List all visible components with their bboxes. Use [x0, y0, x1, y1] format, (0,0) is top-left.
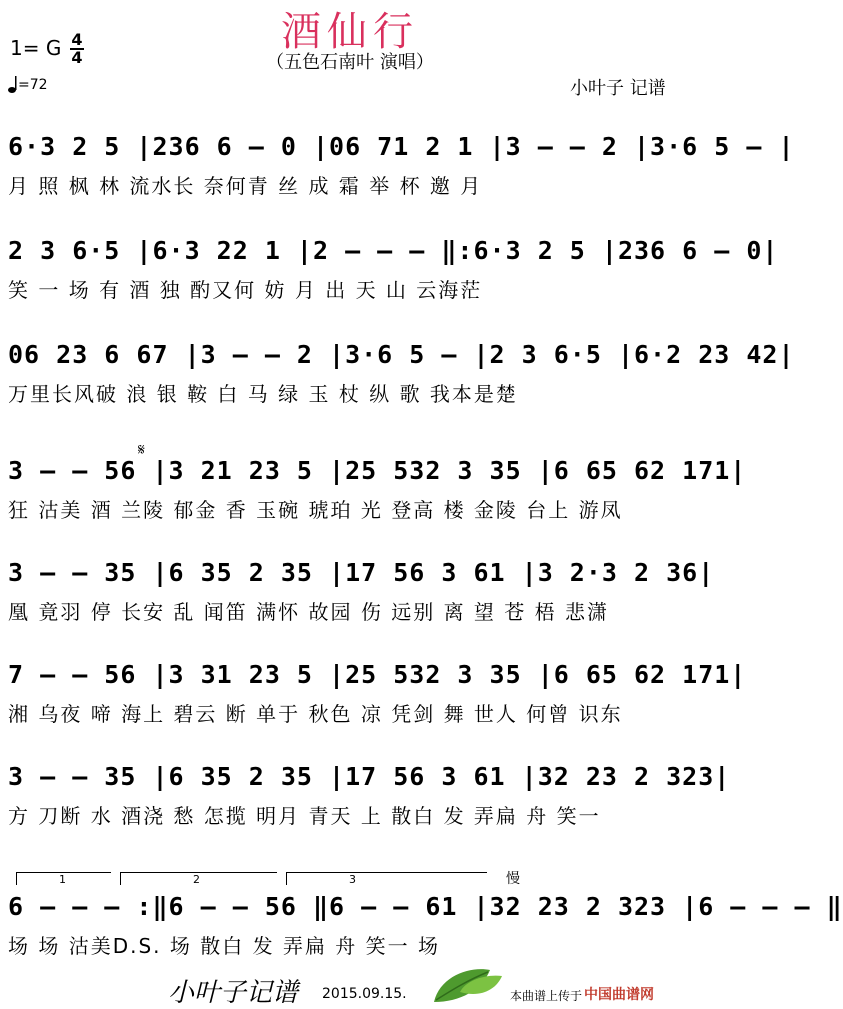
song-title: 酒仙行	[281, 9, 419, 55]
volta-1-label: 1	[59, 873, 66, 886]
notes-row-5: 3 – – 35 |6 35 2 35 |17 56 3 61 |3 2·3 2 36|	[8, 558, 715, 587]
lyrics-row-2: 笑 一 场 有 酒 独 酌又何 妨 月 出 天 山 云海茫	[8, 278, 483, 302]
singer-credit: （五色石南叶 演唱）	[266, 52, 434, 73]
site-logo-text[interactable]: 中国曲谱网	[584, 987, 654, 1003]
lyrics-row-6: 湘 乌夜 啼 海上 碧云 断 单于 秋色 凉 凭剑 舞 世人 何曾 识东	[8, 702, 623, 726]
notes-row-7: 3 – – 35 |6 35 2 35 |17 56 3 61 |32 23 2 323|	[8, 762, 731, 791]
lyrics-row-7: 方 刀断 水 酒浇 愁 怎揽 明月 青天 上 散白 发 弄扁 舟 笑一	[8, 804, 601, 828]
volta-bracket-1	[16, 872, 111, 885]
lyrics-row-1: 月 照 枫 林 流水长 奈何青 丝 成 霜 举 杯 邀 月	[8, 174, 483, 198]
leaf-logo-icon	[430, 962, 506, 1006]
time-bottom: 4	[71, 48, 83, 67]
notes-row-6: 7 – – 56 |3 31 23 5 |25 532 3 35 |6 65 62 171|	[8, 660, 747, 689]
notes-row-1: 6·3 2 5 |236 6 – 0 |06 71 2 1 |3 – – 2 |3·6 5 – |	[8, 132, 795, 161]
lyrics-row-4: 狂 沽美 酒 兰陵 郁金 香 玉碗 琥珀 光 登高 楼 金陵 台上 游凤	[8, 498, 623, 522]
quarter-note-icon	[8, 76, 18, 94]
notes-row-8: 6 – – – :‖6 – – 56 ‖6 – – 61 |32 23 2 323 |6 – – – ‖	[8, 892, 843, 921]
lyrics-row-5: 凰 竟羽 停 长安 乱 闻笛 满怀 故园 伤 远别 离 望 苍 梧 悲潇	[8, 600, 610, 624]
volta-bracket-3	[286, 872, 487, 885]
footer-date: 2015.09.15.	[322, 986, 407, 1002]
transcriber: 小叶子 记谱	[570, 78, 666, 99]
notes-row-3: 06 23 6 67 |3 – – 2 |3·6 5 – |2 3 6·5 |6·2 23 42|	[8, 340, 795, 369]
time-signature	[70, 32, 84, 66]
time-top: 4	[71, 30, 83, 49]
tempo-mark	[8, 76, 48, 94]
volta-bracket-2	[120, 872, 277, 885]
lyrics-row-3: 万里长风破 浪 银 鞍 白 马 绿 玉 杖 纵 歌 我本是楚	[8, 382, 518, 406]
upload-note: 本曲谱上传于	[510, 989, 583, 1003]
lyrics-row-8: 场 场 沽美D.S. 场 散白 发 弄扁 舟 笑一 场	[8, 934, 441, 958]
segno-icon: 𝄋	[138, 440, 145, 459]
volta-2-label: 2	[193, 873, 200, 886]
notes-row-2: 2 3 6·5 |6·3 22 1 |2 – – – ‖:6·3 2 5 |236 6 – 0|	[8, 236, 779, 265]
tempo-value: =72	[18, 77, 48, 93]
footer-signature: 小叶子记谱	[168, 978, 299, 1008]
volta-3-label: 3	[349, 873, 356, 886]
notes-row-4: 3 – – 56 |3 21 23 5 |25 532 3 35 |6 65 62 171|	[8, 456, 747, 485]
tempo-slow-mark: 慢	[506, 871, 520, 887]
key-signature: 1= G	[10, 36, 62, 60]
